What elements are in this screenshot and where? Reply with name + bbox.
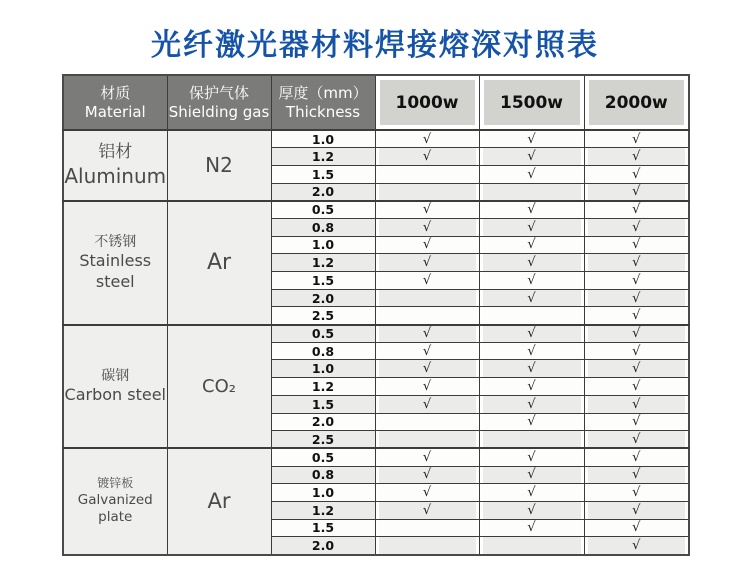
- checkmark-cell: √: [584, 466, 689, 484]
- checkmark-cell: √: [479, 148, 584, 166]
- col-header-material-zh: 材质: [100, 84, 131, 102]
- col-header-thickness: [271, 75, 375, 130]
- checkmark-cell: [375, 519, 479, 537]
- material-cell: [63, 325, 167, 449]
- col-header-material: [63, 75, 167, 130]
- thickness-cell: 0.8: [271, 218, 375, 236]
- checkmark-cell: √: [479, 130, 584, 148]
- checkmark-cell: √: [584, 201, 689, 219]
- checkmark-cell: [479, 307, 584, 325]
- checkmark-cell: √: [375, 254, 479, 272]
- thickness-cell: 1.5: [271, 519, 375, 537]
- thickness-cell: 0.8: [271, 342, 375, 360]
- shielding-gas-cell: Ar: [167, 448, 271, 554]
- material-name-zh: 镀锌板: [97, 476, 134, 491]
- col-header-1500w: 1500w: [479, 75, 584, 130]
- checkmark-cell: √: [479, 466, 584, 484]
- checkmark-cell: √: [584, 501, 689, 519]
- checkmark-cell: √: [479, 218, 584, 236]
- col-header-shielding-gas: [167, 75, 271, 130]
- checkmark-cell: √: [375, 201, 479, 219]
- material-name-en: Galvanized plate: [77, 491, 153, 526]
- thickness-cell: 0.5: [271, 201, 375, 219]
- checkmark-cell: [479, 183, 584, 201]
- checkmark-cell: √: [375, 342, 479, 360]
- thickness-cell: 1.2: [271, 378, 375, 396]
- shielding-gas-cell: CO₂: [167, 325, 271, 449]
- thickness-cell: 1.2: [271, 148, 375, 166]
- material-name-zh: 不锈钢: [94, 233, 137, 250]
- checkmark-cell: √: [375, 130, 479, 148]
- thickness-cell: 1.0: [271, 360, 375, 378]
- checkmark-cell: √: [375, 325, 479, 343]
- checkmark-cell: √: [375, 148, 479, 166]
- material-cell: [63, 201, 167, 325]
- material-name-en: Aluminum: [64, 164, 167, 189]
- checkmark-cell: [375, 413, 479, 431]
- checkmark-cell: √: [375, 272, 479, 290]
- thickness-cell: 2.0: [271, 183, 375, 201]
- checkmark-cell: [479, 431, 584, 449]
- col-header-gas-en: Shielding gas: [168, 103, 270, 122]
- col-header-thickness-zh: 厚度（mm）: [278, 84, 368, 102]
- thickness-cell: 1.2: [271, 501, 375, 519]
- checkmark-cell: √: [584, 378, 689, 396]
- checkmark-cell: √: [375, 378, 479, 396]
- checkmark-cell: √: [584, 165, 689, 183]
- table-row: [63, 325, 689, 343]
- checkmark-cell: √: [584, 218, 689, 236]
- checkmark-cell: √: [375, 236, 479, 254]
- checkmark-cell: √: [479, 501, 584, 519]
- checkmark-cell: √: [375, 501, 479, 519]
- material-name-zh: 铝材: [98, 142, 133, 163]
- checkmark-cell: √: [584, 413, 689, 431]
- checkmark-cell: √: [584, 289, 689, 307]
- shielding-gas-cell: Ar: [167, 201, 271, 325]
- checkmark-cell: [375, 537, 479, 555]
- header-row: [63, 75, 689, 130]
- checkmark-cell: √: [479, 289, 584, 307]
- col-header-1000w: 1000w: [375, 75, 479, 130]
- checkmark-cell: √: [479, 484, 584, 502]
- checkmark-cell: √: [584, 484, 689, 502]
- checkmark-cell: √: [479, 413, 584, 431]
- table-header: [63, 75, 689, 130]
- thickness-cell: 2.0: [271, 289, 375, 307]
- checkmark-cell: √: [375, 218, 479, 236]
- col-header-material-en: Material: [84, 103, 146, 122]
- table-row: [63, 201, 689, 219]
- checkmark-cell: √: [479, 395, 584, 413]
- checkmark-cell: [375, 183, 479, 201]
- checkmark-cell: √: [584, 537, 689, 555]
- thickness-cell: 2.0: [271, 537, 375, 555]
- page-title: 光纤激光器材料焊接熔深对照表: [151, 28, 599, 63]
- checkmark-cell: √: [375, 466, 479, 484]
- checkmark-cell: √: [584, 236, 689, 254]
- col-header-gas-zh: 保护气体: [188, 84, 249, 102]
- checkmark-cell: √: [479, 378, 584, 396]
- table-row: [63, 448, 689, 466]
- checkmark-cell: √: [584, 342, 689, 360]
- thickness-cell: 2.0: [271, 413, 375, 431]
- table-body: [63, 130, 689, 555]
- checkmark-cell: √: [479, 272, 584, 290]
- col-header-thickness-en: Thickness: [285, 103, 361, 122]
- checkmark-cell: √: [584, 272, 689, 290]
- checkmark-cell: [375, 431, 479, 449]
- material-cell: [63, 448, 167, 554]
- material-name-en: Carbon steel: [64, 385, 166, 405]
- thickness-cell: 2.5: [271, 431, 375, 449]
- checkmark-cell: √: [584, 431, 689, 449]
- table-row: [63, 130, 689, 148]
- material-name-zh: 碳钢: [101, 367, 130, 384]
- checkmark-cell: √: [584, 360, 689, 378]
- thickness-cell: 0.8: [271, 466, 375, 484]
- thickness-cell: 0.5: [271, 325, 375, 343]
- thickness-cell: 1.0: [271, 236, 375, 254]
- checkmark-cell: √: [584, 307, 689, 325]
- checkmark-cell: √: [584, 254, 689, 272]
- checkmark-cell: √: [375, 484, 479, 502]
- checkmark-cell: √: [479, 254, 584, 272]
- checkmark-cell: √: [375, 360, 479, 378]
- checkmark-cell: [479, 537, 584, 555]
- col-header-2000w: 2000w: [584, 75, 689, 130]
- checkmark-cell: √: [584, 183, 689, 201]
- thickness-cell: 1.5: [271, 395, 375, 413]
- checkmark-cell: √: [479, 325, 584, 343]
- thickness-cell: 0.5: [271, 448, 375, 466]
- shielding-gas-cell: N2: [167, 130, 271, 201]
- checkmark-cell: √: [479, 360, 584, 378]
- material-cell: [63, 130, 167, 201]
- checkmark-cell: √: [479, 236, 584, 254]
- material-name-en: Stainless steel: [79, 250, 152, 291]
- checkmark-cell: √: [479, 201, 584, 219]
- checkmark-cell: [375, 165, 479, 183]
- checkmark-cell: √: [584, 519, 689, 537]
- checkmark-cell: √: [375, 448, 479, 466]
- checkmark-cell: √: [479, 519, 584, 537]
- checkmark-cell: √: [479, 342, 584, 360]
- welding-depth-table: [62, 74, 690, 556]
- checkmark-cell: √: [584, 325, 689, 343]
- checkmark-cell: √: [479, 165, 584, 183]
- checkmark-cell: √: [375, 395, 479, 413]
- checkmark-cell: [375, 307, 479, 325]
- thickness-cell: 1.0: [271, 484, 375, 502]
- checkmark-cell: √: [584, 395, 689, 413]
- thickness-cell: 2.5: [271, 307, 375, 325]
- thickness-cell: 1.5: [271, 272, 375, 290]
- thickness-cell: 1.0: [271, 130, 375, 148]
- thickness-cell: 1.5: [271, 165, 375, 183]
- checkmark-cell: √: [584, 130, 689, 148]
- checkmark-cell: √: [479, 448, 584, 466]
- checkmark-cell: [375, 289, 479, 307]
- thickness-cell: 1.2: [271, 254, 375, 272]
- checkmark-cell: √: [584, 148, 689, 166]
- checkmark-cell: √: [584, 448, 689, 466]
